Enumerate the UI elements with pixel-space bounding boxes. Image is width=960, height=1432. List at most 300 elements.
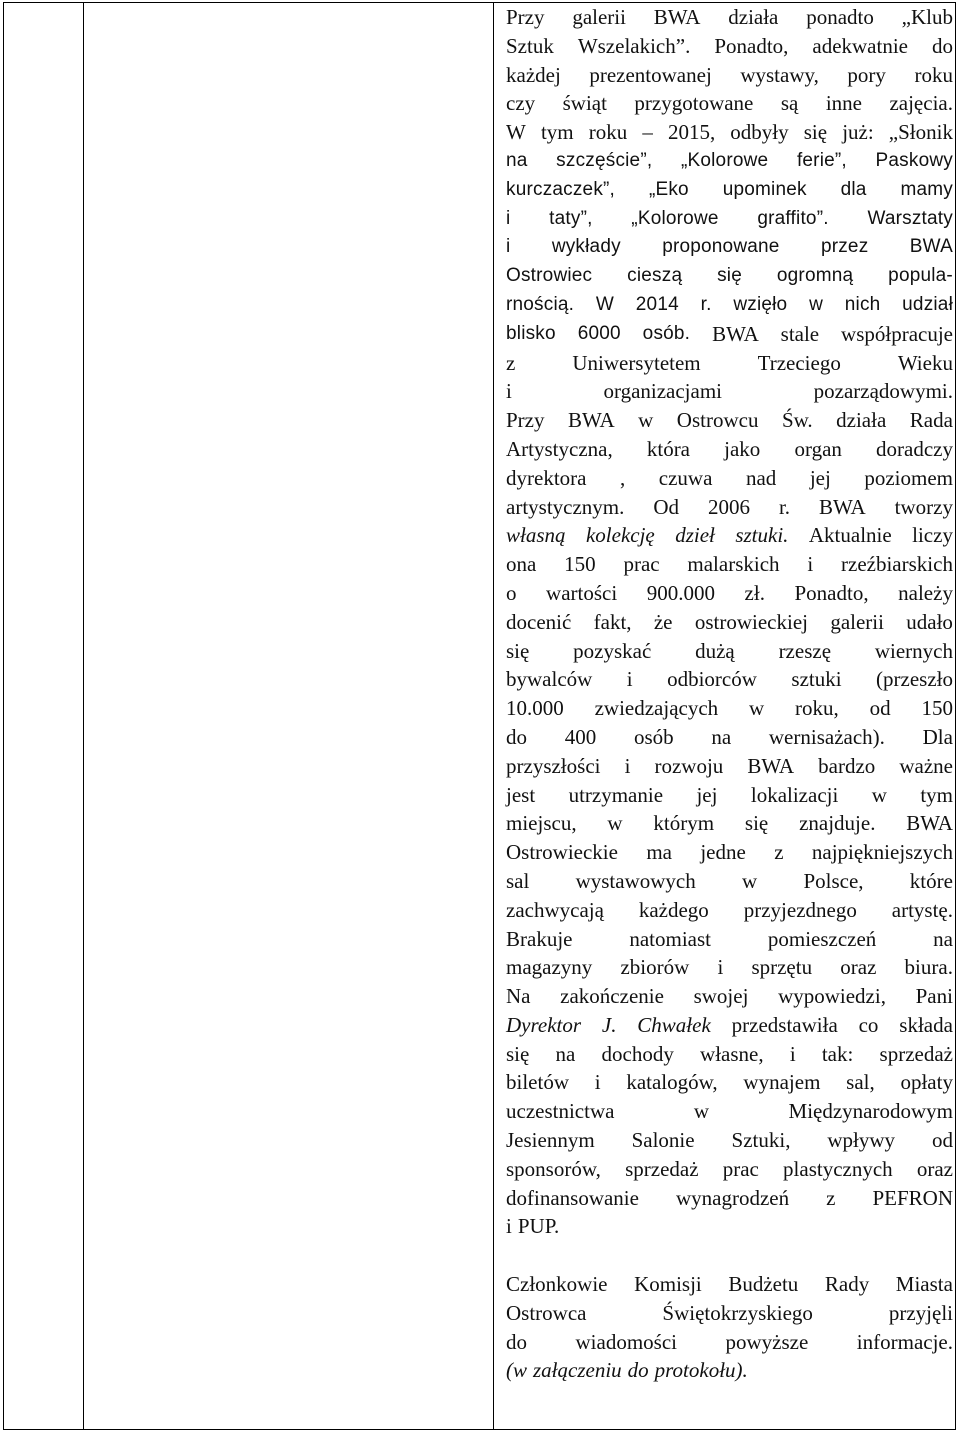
word: tworzy <box>894 494 953 519</box>
word: ostrowieckiej <box>694 609 808 634</box>
word: Artystyczna, <box>506 436 613 461</box>
word: prac <box>623 552 660 577</box>
word: tym <box>540 120 574 145</box>
text-line <box>506 493 953 522</box>
word: W <box>506 120 526 145</box>
word: i <box>506 207 511 229</box>
word: co <box>858 1012 879 1037</box>
word: fakt, <box>593 609 632 634</box>
word: zajęcia. <box>889 91 953 116</box>
word: BWA <box>567 408 615 433</box>
text-line <box>506 262 953 291</box>
word: Aktualnie <box>808 523 892 548</box>
word: pozarządowymi. <box>813 379 953 404</box>
word: Sztuk <box>506 33 554 58</box>
word: blisko <box>506 322 556 344</box>
word: r. <box>778 494 791 519</box>
word: Komisji <box>634 1272 702 1297</box>
word: (przeszło <box>876 667 953 692</box>
word: do <box>506 1329 527 1354</box>
word: Jesiennym <box>506 1128 595 1153</box>
word: Ostrowieckie <box>506 840 618 865</box>
word: Wszelakich”. <box>577 33 691 58</box>
word: się <box>506 638 530 663</box>
word: dzieł <box>675 523 715 548</box>
word: taty”, <box>549 207 593 229</box>
word: ważne <box>899 753 953 778</box>
word: BWA <box>909 236 953 258</box>
word: uczestnictwa <box>506 1099 615 1124</box>
word: wartości <box>546 580 618 605</box>
word: sztuki. <box>735 523 789 548</box>
text-line <box>506 608 953 637</box>
word: natomiast <box>629 926 711 951</box>
word: 6000 <box>577 322 621 344</box>
word: organ <box>794 436 842 461</box>
word: bywalców <box>506 667 593 692</box>
word: zbiorów <box>620 955 690 980</box>
word: na <box>711 724 732 749</box>
text-line <box>506 176 953 205</box>
word: jej <box>696 782 718 807</box>
word: jest <box>506 782 536 807</box>
word: przyszłości <box>506 753 601 778</box>
word: powyższe <box>725 1329 809 1354</box>
word: się <box>803 120 828 145</box>
text-line <box>506 406 953 435</box>
word: przez <box>820 236 869 258</box>
word: 900.000 <box>646 580 715 605</box>
word: ponadto <box>806 5 874 29</box>
word: galerii <box>830 609 884 634</box>
word: ma <box>646 840 672 865</box>
word: BWA <box>747 753 795 778</box>
text-line <box>506 1068 953 1097</box>
word: własne, <box>700 1041 764 1066</box>
word: docenić <box>506 609 572 634</box>
word: galerii <box>572 5 626 29</box>
word: Świętokrzyskiego <box>662 1300 813 1325</box>
word: wystawowych <box>575 868 696 893</box>
word: dyrektora <box>506 465 587 490</box>
word: przygotowane <box>634 91 754 116</box>
word: PUP. <box>517 1214 560 1239</box>
word: i <box>594 1070 601 1095</box>
word: zakończenie <box>560 984 664 1009</box>
text-line <box>506 205 953 234</box>
word: artystycznym. <box>506 494 625 519</box>
text-line <box>506 1155 953 1184</box>
word: Ponadto, <box>714 33 789 58</box>
word: z <box>774 840 784 865</box>
word: , <box>620 465 626 490</box>
word: graffito”. <box>757 207 829 229</box>
word: „Słonik <box>888 120 953 145</box>
text-line <box>506 147 953 176</box>
word: składa <box>899 1012 953 1037</box>
word: sal <box>506 868 530 893</box>
text-line <box>506 752 953 781</box>
word: – <box>642 120 653 145</box>
word: mamy <box>900 178 953 200</box>
text-line <box>506 723 953 752</box>
text-line <box>506 579 953 608</box>
word: Św. <box>781 408 813 433</box>
word: już: <box>842 120 874 145</box>
word: Rady <box>824 1272 870 1297</box>
word: najpiękniejszych <box>811 840 953 865</box>
word: ferie”, <box>796 149 847 171</box>
text-line <box>506 521 953 550</box>
word: Na <box>506 984 531 1009</box>
word: dofinansowanie <box>506 1185 639 1210</box>
word: ogromną <box>776 265 854 287</box>
text-line <box>506 637 953 666</box>
word: w <box>871 782 887 807</box>
word: sprzedaż <box>879 1041 953 1066</box>
word: popula- <box>888 265 953 287</box>
word: zachwycają <box>506 897 604 922</box>
word: na <box>933 926 953 951</box>
word: wynajem <box>743 1070 821 1095</box>
word: jako <box>724 436 761 461</box>
word: które <box>909 868 953 893</box>
word: rozwoju <box>654 753 724 778</box>
word: stale <box>780 321 820 346</box>
word: cieszą <box>627 265 683 287</box>
word: kolekcję <box>585 523 655 548</box>
word: J. <box>601 1012 617 1037</box>
word: i <box>506 1214 512 1239</box>
text-line <box>506 3 953 32</box>
word: 2015, <box>667 120 716 145</box>
word: do <box>506 724 527 749</box>
word: rnością. <box>506 293 575 315</box>
word: „Kolorowe <box>631 207 719 229</box>
word: własną <box>506 523 566 548</box>
text-line <box>506 1270 953 1299</box>
text-line <box>506 982 953 1011</box>
word: utrzymanie <box>568 782 664 807</box>
word: miejscu, <box>506 811 577 836</box>
text-line <box>506 694 953 723</box>
word: 150 <box>564 552 596 577</box>
word: się <box>744 811 769 836</box>
word: Wieku <box>897 350 953 375</box>
word: Trzeciego <box>757 350 841 375</box>
word: artystę. <box>891 897 953 922</box>
word: sprzętu <box>751 955 813 980</box>
document-table <box>3 2 956 1430</box>
word: działa <box>728 5 779 29</box>
paragraph-gap <box>506 1241 953 1270</box>
word: o <box>506 580 517 605</box>
word: roku <box>914 62 953 87</box>
word: sztuki <box>791 667 842 692</box>
text-line <box>506 377 953 406</box>
word: Miasta <box>895 1272 953 1297</box>
word: upominek <box>722 178 807 200</box>
word: od <box>932 1128 953 1153</box>
word: malarskich <box>687 552 780 577</box>
word: liczy <box>912 523 953 548</box>
word: czy <box>506 91 536 116</box>
word: doradczy <box>876 436 953 461</box>
word: wzięło <box>733 293 788 315</box>
text-line <box>506 1040 953 1069</box>
text-line <box>506 1299 953 1328</box>
word: udało <box>906 609 953 634</box>
word: BWA <box>653 5 701 29</box>
word: i <box>717 955 724 980</box>
word: szczęście”, <box>556 149 653 171</box>
word: Ostrowcu <box>676 408 759 433</box>
text-line <box>506 781 953 810</box>
word: dużą <box>695 638 735 663</box>
word: zł. <box>744 580 765 605</box>
word: Paskowy <box>875 149 953 171</box>
text-line <box>506 464 953 493</box>
word: Budżetu <box>728 1272 799 1297</box>
word: Sztuki, <box>731 1128 791 1153</box>
paragraph <box>506 1270 953 1385</box>
word: Międzynarodowym <box>788 1099 953 1124</box>
word: każdej <box>506 62 561 87</box>
word: „Eko <box>648 178 689 200</box>
word: wykłady <box>551 236 621 258</box>
word: odbyły <box>730 120 789 145</box>
word: przyjezdnego <box>743 897 857 922</box>
word: poziomem <box>864 465 953 490</box>
word: Przy <box>506 5 545 29</box>
word: „Klub <box>901 5 953 29</box>
word: wiernych <box>874 638 953 663</box>
word: świąt <box>562 91 607 116</box>
word: oraz <box>840 955 877 980</box>
word: Brakuje <box>506 926 573 951</box>
word: adekwatnie <box>812 33 908 58</box>
text-line <box>506 665 953 694</box>
word: sponsorów, <box>506 1156 601 1181</box>
word: plastycznych <box>783 1156 893 1181</box>
text-line <box>506 838 953 867</box>
word: załączeniu <box>533 1358 622 1383</box>
column-divider <box>493 3 494 1429</box>
word: Salonie <box>631 1128 695 1153</box>
word: prac <box>722 1156 759 1181</box>
text-line <box>506 953 953 982</box>
text-line <box>506 867 953 896</box>
word: dla <box>840 178 867 200</box>
word: organizacjami <box>603 379 723 404</box>
word: Chwałek <box>637 1012 711 1037</box>
word: którym <box>653 811 715 836</box>
word: i <box>506 379 512 404</box>
word: współpracuje <box>841 321 953 346</box>
word: Rada <box>909 408 953 433</box>
word: w <box>809 293 823 315</box>
word: PEFRON <box>872 1185 953 1210</box>
word: są <box>780 91 799 116</box>
text-line <box>506 1212 953 1241</box>
word: na <box>555 1041 576 1066</box>
text-cell <box>506 3 953 1385</box>
word: osób. <box>642 322 691 344</box>
word: roku <box>588 120 628 145</box>
word: ona <box>506 552 537 577</box>
word: Polsce, <box>803 868 864 893</box>
word: nich <box>844 293 881 315</box>
word: w <box>742 868 758 893</box>
word: proponowane <box>662 236 780 258</box>
word: w <box>693 1099 710 1124</box>
word: Dla <box>922 724 953 749</box>
word: Ponadto, <box>794 580 869 605</box>
word: inne <box>825 91 862 116</box>
word: od <box>869 696 891 721</box>
word: w <box>749 696 765 721</box>
word: magazyny <box>506 955 593 980</box>
text-line <box>506 61 953 90</box>
word: rzeszę <box>778 638 832 663</box>
word: roku, <box>795 696 839 721</box>
word: 2006 <box>708 494 750 519</box>
word: sal, <box>846 1070 875 1095</box>
text-line <box>506 550 953 579</box>
word: należy <box>898 580 953 605</box>
word: i <box>506 236 511 258</box>
word: która <box>646 436 691 461</box>
word: pory <box>847 62 886 87</box>
word: W <box>595 293 615 315</box>
word: pomieszczeń <box>767 926 877 951</box>
word: Uniwersytetem <box>572 350 701 375</box>
word: do <box>931 33 953 58</box>
word: wynagrodzeń <box>675 1185 790 1210</box>
word: dochody <box>601 1041 674 1066</box>
word: Od <box>653 494 680 519</box>
word: osób <box>633 724 674 749</box>
word: biletów <box>506 1070 569 1095</box>
word: i <box>626 667 633 692</box>
word: wystawy, <box>740 62 819 87</box>
word: Przy <box>506 408 545 433</box>
text-line <box>506 1011 953 1040</box>
word: z <box>826 1185 836 1210</box>
column-divider <box>83 3 84 1429</box>
word: 400 <box>564 724 597 749</box>
word: lokalizacji <box>750 782 839 807</box>
text-line <box>506 1184 953 1213</box>
word: (w <box>506 1358 527 1383</box>
word: Ostrowca <box>506 1300 587 1325</box>
word: rzeźbiarskich <box>841 552 953 577</box>
text-line <box>506 1097 953 1126</box>
text-line <box>506 1356 953 1385</box>
word: i <box>624 753 631 778</box>
word: i <box>789 1041 796 1066</box>
word: każdego <box>638 897 709 922</box>
word: tym <box>920 782 953 807</box>
word: kurczaczek”, <box>506 178 616 200</box>
word: przedstawiła <box>731 1012 838 1037</box>
text-line <box>506 925 953 954</box>
word: działa <box>836 408 887 433</box>
word: zwiedzających <box>594 696 719 721</box>
word: „Kolorowe <box>680 149 769 171</box>
word: katalogów, <box>626 1070 718 1095</box>
word: Członkowie <box>506 1272 608 1297</box>
word: 150 <box>921 696 953 721</box>
word: sprzedaż <box>625 1156 699 1181</box>
word: do <box>627 1358 649 1383</box>
text-line <box>506 809 953 838</box>
text-line <box>506 1126 953 1155</box>
word: przyjęli <box>888 1300 953 1325</box>
word: znajduje. <box>799 811 876 836</box>
word: jedne <box>700 840 746 865</box>
text-line <box>506 435 953 464</box>
text-line <box>506 1328 953 1357</box>
word: bardzo <box>818 753 876 778</box>
word: wernisażach). <box>768 724 885 749</box>
text-line <box>506 291 953 320</box>
word: z <box>506 350 516 375</box>
word: oraz <box>916 1156 953 1181</box>
text-line <box>506 896 953 925</box>
word: pozyskać <box>573 638 652 663</box>
word: prezentowanej <box>589 62 712 87</box>
word: Pani <box>915 984 953 1009</box>
text-line <box>506 118 953 147</box>
text-line <box>506 349 953 378</box>
word: BWA <box>906 811 953 836</box>
word: w <box>638 408 654 433</box>
word: 10.000 <box>506 696 564 721</box>
word: BWA <box>712 321 759 346</box>
word: się <box>717 265 742 287</box>
word: Ostrowiec <box>506 265 593 287</box>
word: r. <box>700 293 712 315</box>
word: swojej <box>693 984 749 1009</box>
word: w <box>607 811 623 836</box>
word: udział <box>902 293 953 315</box>
word: opłaty <box>900 1070 953 1095</box>
word: i <box>807 552 814 577</box>
word: Dyrektor <box>506 1012 582 1037</box>
word: jej <box>809 465 831 490</box>
word: wiadomości <box>575 1329 677 1354</box>
word: tak: <box>821 1041 854 1066</box>
text-line <box>506 32 953 61</box>
word: protokołu). <box>654 1358 748 1383</box>
paragraph <box>506 3 953 1241</box>
word: czuwa <box>658 465 713 490</box>
word: BWA <box>819 494 866 519</box>
word: informacje. <box>856 1329 953 1354</box>
word: odbiorców <box>667 667 757 692</box>
word: się <box>506 1041 530 1066</box>
word: biura. <box>904 955 953 980</box>
word: wypowiedzi, <box>778 984 886 1009</box>
word: 2014 <box>635 293 679 315</box>
text-line <box>506 233 953 262</box>
word: nad <box>745 465 777 490</box>
text-line <box>506 89 953 118</box>
word: wpływy <box>827 1128 896 1153</box>
text-line <box>506 320 953 349</box>
word: Warsztaty <box>867 207 953 229</box>
